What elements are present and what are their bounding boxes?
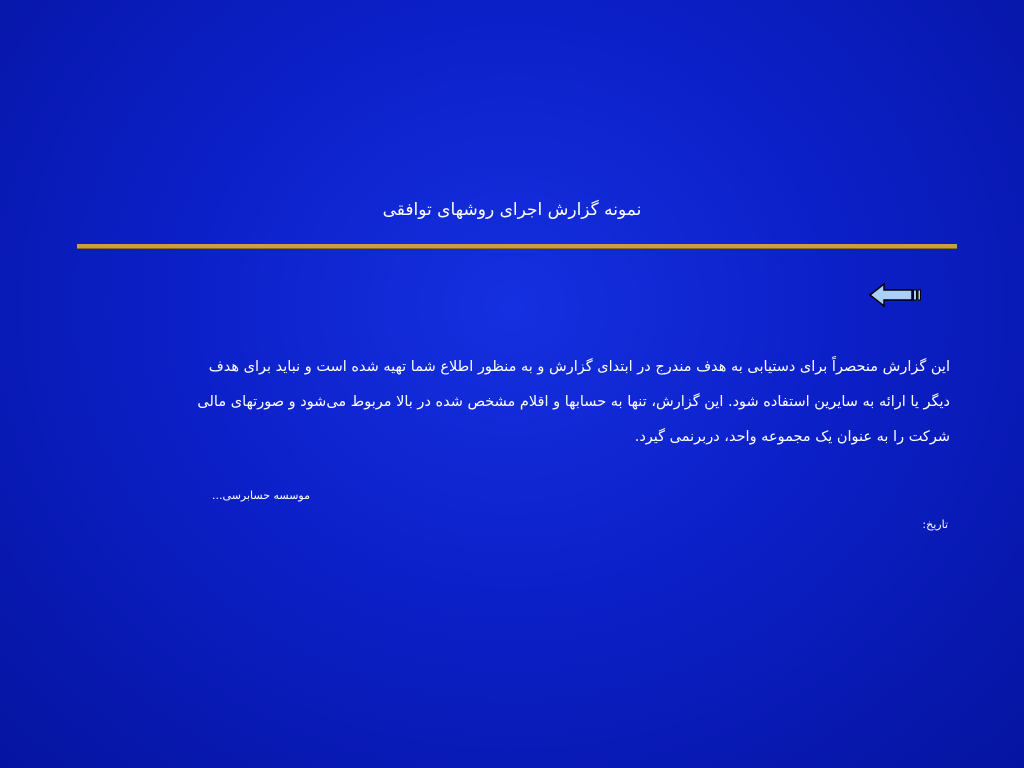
- title-divider: [77, 244, 957, 248]
- report-paragraph: [160, 350, 950, 455]
- date-label: تاریخ:: [922, 518, 948, 531]
- back-button[interactable]: [868, 281, 924, 309]
- paragraph-line: این گزارش منحصراً برای دستیابی به هدف مندرج در ابتدای گزارش و به منظور اطلاع شما تهیه شده است و نباید برای هدف: [208, 359, 950, 375]
- arrow-left-icon: [868, 281, 924, 309]
- paragraph-line: شرکت را به عنوان یک مجموعه واحد، دربرنمی گیرد.: [634, 429, 950, 445]
- page-title: نمونه گزارش اجرای روشهای توافقی: [382, 200, 642, 220]
- audit-firm-label: موسسه حسابرسی...: [212, 489, 310, 502]
- paragraph-line: دیگر یا ارائه به سایرین استفاده شود. این گزارش، تنها به حسابها و اقلام مشخص شده در بالا مربوط می‌شود و صورتهای مالی: [197, 394, 950, 410]
